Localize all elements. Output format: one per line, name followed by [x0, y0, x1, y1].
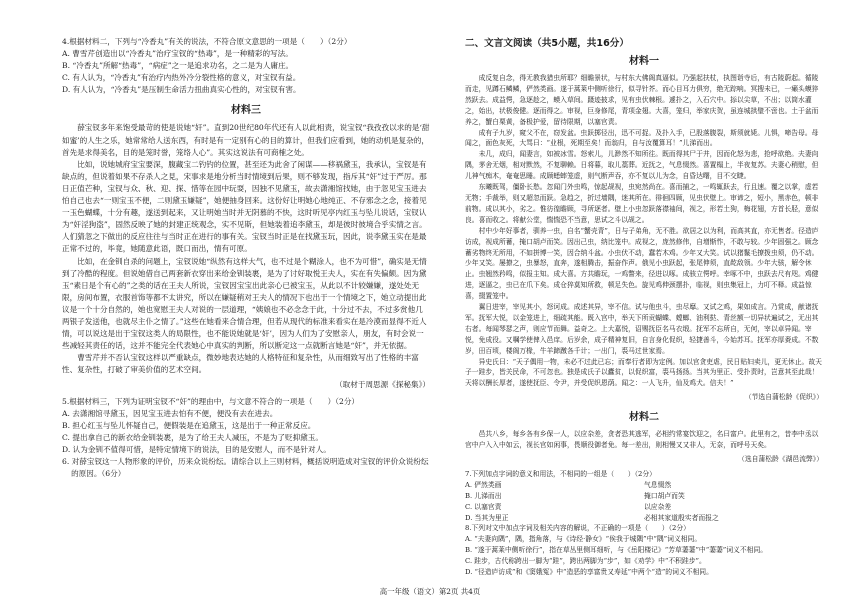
question-stem: 7.下列加点字词的意义和用法，不相同的一组是（ ）（2分） — [465, 469, 656, 478]
paragraph: 东曦既驾，僵卧长愁。忽闻门外虫鸣，惊起觇视，虫宛然尚在。喜而捕之，一鸣辄跃去，行且速。覆之以掌，虚若无物；手裁举，则又超忽而跃。急趋之，折过墙隅，迷其所在。徘徊四顾，见虫伏壁上。审谛之，短小，黑赤色，顿非前物。成以其小，劣之。惟彷徨瞻顾，寻所逐者。壁上小虫忽跃落襟袖间，视之，形若土狗，梅花翅，方首长胫，意似良。喜而收之。将献公堂，惴惴恐不当意，思试之斗以觇之。 — [465, 183, 819, 224]
material-1-body — [465, 73, 823, 389]
question-stem: 4.根据材料二，下列与“冷香丸”有关的说法，不符合原文意思的一项是（ ）（2分） — [62, 37, 352, 46]
paragraph: 成反复自念，得无教我猎虫所耶？细瞻景状，与村东大佛阁真逼似。乃强起扶杖，执图诣寺后，有古陵蔚起。循陵而走，见蹲石鳞鳞，俨然类画。遂于蒿莱中侧听徐行，似寻针芥。而心目耳力俱穷，绝无踪响。冥搜未已，一癞头蟆猝然跃去。成益愕，急逐趁之，蟆入草间。蹑迹披求，见有虫伏棘根。遽扑之，入石穴中。掭以尖草，不出；以筒水灌之，始出，状极俊健。逐而得之。审视，巨身修尾，青项金翅。大喜，笼归，举家庆贺，虽连城拱璧不啻也。土于盆而养之，蟹白栗黄，备极护爱，留待限期，以塞官责。 — [465, 74, 819, 126]
option-c-right: 以应杂差 — [644, 502, 672, 511]
material-3-body — [62, 122, 430, 376]
material-3-source: （取材于周思源《探秘集》） — [335, 380, 430, 390]
page-footer: 高一年级（语文）第2页 共4页 — [379, 587, 481, 596]
question-6 — [62, 456, 430, 480]
option-b-left: B. 儿涕而出 — [465, 491, 502, 500]
paragraph: 村中少年好事者，驯养一虫，自名“蟹壳青”，日与子弟角，无不胜。欲居之以为利，而高其直，亦无售者。径造庐访成，视成所蓄，掩口胡卢而笑。因出己虫，纳比笼中。成视之，庞然修伟，自增惭怍，不敢与较。少年固强之。顾念蓄劣物终无所用，不如拼博一笑，因合纳斗盆。小虫伏不动，蠢若木鸡。少年又大笑。试以猪鬣毛撩拨虫须，仍不动。少年又笑。屡撩之，虫暴怒，直奔，遂相腾击，振奋作声。俄见小虫跃起，张尾伸须，直龁敌领。少年大骇，解令休止。虫翘然矜鸣，似报主知。成大喜。方共瞻玩，一鸡瞥来，径进以啄。成骇立愕呼。幸啄不中，虫跃去尺有咫。鸡健进，逐逼之，虫已在爪下矣。成仓猝莫知所救，顿足失色。旋见鸡伸颈摆扑，临视，则虫集冠上，力叮不释。成益惊喜，掇置笼中。 — [465, 226, 819, 301]
section-title: 二、文言文阅读（共5小题，共16分） — [465, 38, 629, 49]
option-b-right: 掩口胡卢而笑 — [644, 491, 685, 500]
option-c: C. 跬步，古代称跨出一脚为“跬”，跨出两脚为“步”，如《劝学》中“不积跬步”。 — [465, 557, 706, 566]
option-d: D. 有人认为，“冷香丸”是压制生命活力扭曲真实心性的，对宝钗有害。 — [62, 85, 301, 95]
option-a: A. 曹雪芹创造出以“冷香丸”治疗宝钗的“热毒”，是一种精彩的写法。 — [62, 49, 293, 59]
paragraph: 未几，成归，闻妻言，如被冰雪。怒索儿，儿渺然不知所往。既而得其尸于井，因而化怒为悲，抢呼欲绝。夫妻向隅，茅舍无烟，相对默然，不复聊赖。日将暮，取儿藁葬。近抚之，气息惙然。喜置榻上，半夜复苏。夫妻心稍慰，但儿神气痴木，奄奄思睡。成顾蟋蟀笼虚，则气断声吞，亦不复以儿为念，自昏达曙，目不交睫。 — [465, 150, 819, 181]
option-d-left: D. 当其为里正 — [465, 513, 509, 522]
question-stem: 8.下列对文中加点字词及相关内容的解说，不正确的一项是（ ）（2分） — [465, 524, 690, 533]
paragraph: 翼日进宰，宰见其小，怒诃成。成述其异，宰不信。试与他虫斗，虫尽靡。又试之鸡，果如成言。乃赏成，献诸抚军。抚军大悦，以金笼进上，细疏其能。既入宫中，举天下所贡蝴蝶、螳螂、油利挞、青丝额一切异状遍试之，无出其右者。每闻琴瑟之声，则应节而舞。益奇之。上大嘉悦，诏赐抚臣名马衣缎。抚军不忘所自，无何，宰以卓异闻。宰悦，免成役。又嘱学使俾入邑庠。后岁余，成子精神复旧，自言身化促织，轻捷善斗，今始苏耳。抚军亦厚赉成。不数岁，田百顷，楼阁万椽，牛羊蹄躈各千计；一出门，裘马过世家焉。 — [465, 303, 819, 355]
left-column — [62, 36, 430, 480]
option-c: C. 提出拿自己的新衣给金钏装裹，是为了给王夫人减压，不是为了贬抑黛玉。 — [62, 432, 323, 442]
paragraph: 异史氏曰：“天子偶用一物，未必不过此已忘；而奉行者即为定例。加以官贪吏虐，民日贴妇卖儿，更无休止。故天子一跬步，皆关民命，不可忽也。独是成氏子以蠹贫，以促织富，裘马扬扬。当其为里正、受扑责时，岂意其至此哉！天将以酬长厚者，遂使抚臣、令尹，并受促织恩荫。闻之：一人飞升，仙及鸡犬。信夫！” — [465, 357, 822, 388]
option-a-right: 气息惙然 — [644, 480, 672, 489]
option-d: D. “径造庐访成”和《窦娥冤》中“造恶的享富贵又寿延”中两个“造”的词义不相同。 — [465, 568, 713, 577]
option-b: B. 担心红玉与坠儿怀疑自己，便假装是在追黛玉，这是出于一种正常反应。 — [62, 420, 316, 430]
question-8 — [465, 523, 823, 578]
paragraph: 比如，在金钏自杀的问题上，宝钗说她“纵然有这样大气，也不过是个糊涂人，也不为可惜”，确实是无情到了冷酷的程度。但说她借自己两套新衣穿出来给金钏装裹，是为了讨好取悦王夫人，实在有失偏颇。因为黛玉“素日是个有心的”之类的话在王夫人所说，宝钗因宝宝出此亲心已被宝玉，从此以不计较嫌嫌，遂处处无限，房间布置，衣服首饰等都不太讲究，所以在嫌疑稍对王夫人的情况下也出于一个情境之下，她立动提出此议是一个十分自然的，她也宽慰王夫人对说的一层道理，“姨娘也不必念念于此，十分过不去，不过多赏他几两银子发送他，也就尽主仆之情了。”这些在她看来合情合理，但若从现代的标准来看实在是冷漠而显得不近人情，可以说这是出于宝钗这类人的局限性，也不能说她就是‘奸’，因为人们为了安慰亲人，朋友，有时会说一些减轻其责任的话，这并不能完全代表她心中真实的判断，所以断定这一点就断言她是“奸”，并无依据。 — [62, 256, 427, 351]
right-column — [465, 36, 823, 578]
option-a-left: A. 俨然类画 — [465, 480, 502, 489]
option-d-right: 必相其家道殷实者而报之 — [644, 513, 719, 522]
question-5 — [62, 396, 430, 456]
paragraph: 成有子九岁，窥父不在，窃发盆。虫跃掷径出，迅不可捉。及扑入手，已股落腹裂，斯须就毙。儿惧，啼告母。母闻之，面色灰死，大骂曰：“业根，死期至矣！而翁归，自与汝覆算耳！”儿涕而出。 — [465, 128, 819, 148]
paragraph: 曹雪芹并不否认宝钗这样以严重缺点，微妙地表达她的人格特征和复杂性，从而细致写出了性格的丰富性、复杂性，打破了审美价值的艺术空间。 — [62, 353, 419, 375]
material-1-title: 材料一 — [629, 56, 659, 67]
material-3-title: 材料三 — [231, 105, 261, 117]
option-a: A. 去潇湘馆寻黛玉，因见宝玉进去怕有不便，便没有去在进去。 — [62, 408, 278, 418]
material-2-title: 材料二 — [629, 412, 659, 424]
option-c-left: C. 以塞官责 — [465, 502, 502, 511]
material-2-source: （选自蒲松龄《湖邑流弊》） — [738, 455, 823, 463]
option-d: D. 认为金钏不值得可惜，是特定情境下的说法，目的是安慰人，而不是针对人。 — [62, 444, 331, 454]
option-grid — [465, 480, 823, 524]
question-stem: 6. 对薛宝钗这一人物形象的评价，历来众说纷纭。请综合以上三则材料，概括说明造成对宝钗的评价众说纷纭的原因。（6分） — [62, 457, 429, 479]
question-7 — [465, 469, 823, 524]
question-4 — [62, 36, 430, 96]
option-b: B. “冷香丸”所解“热毒”，“病症”之一是追求功名，之二是为人庸庄。 — [62, 61, 294, 71]
paragraph: 薛宝钗多年来饱受最苛的使是说她“奸”。直到20世纪80年代还有人以此相责，说宝钗“我孜孜以求的是‘甜如蜜’的人生之乐，她常常给人送东西，有时是有一定别有心的目的算计，但我们应看到，她的动机是复杂的，首先是求得美名，目的是笼时誉，笼络人心”。其实这说法有可商榷之处。 — [62, 123, 430, 157]
material-1-source: （节选自蒲松龄《促织》） — [744, 393, 823, 402]
option-c: C. 有人认为，“冷香丸”有治疗内热外冷分裂性格的意义，对宝钗有益。 — [62, 73, 301, 83]
material-2-body: 邑共八乡，每乡各有乡保一人，以应杂差，贪者恐其逃军，必相约常宴饮迎之，名曰富户。此里有之，昔李中丞以官中户入入中如云，视长官如闲事，畏顺役御者免。每一差出，则相慢又又非人，无奈，而呼号天矣。 — [465, 430, 819, 450]
question-stem: 5.根据材料三，下列为证明宝钗不“奸”的理由中，与文意不符合的一项是（ ）（2分） — [62, 396, 360, 406]
option-a: A. “夫妻向隅”，隅，指角落，与《诗经·静女》“俟我于城隅”中“隅”词义相同。 — [465, 535, 702, 544]
option-b: B. “遂于蒿莱中侧听徐行”，指在草丛里侧耳细听，与《岳阳楼记》“芳草萋萋”中“萋萋”词义不相同。 — [465, 546, 768, 555]
paragraph: 比如，说她城府宝宝要深，腹藏宝二钓钓的位置，甚至还为此舍了闲谋——移祸黛玉，我承认，宝钗是有缺点的，但说着如果不存杀人之見，宋事求是地分析当时情境到后果，则不够发现，指斥其“奸”过于严厉。那日正值芒种，宝钗与众、秋、迎、探、惜等在园中玩耍，因独不见黛玉，故去潇湘馆找她，由于忽见宝玉进去怕自己也去“一则宝玉不便，二则黛玉嫌疑”，她便抽身回来。这份好让明她心地纯正、不存邪念之念，接着见一玉色蝴蝶，十分有趣，遂送到起来，又让明她当时并无阴慕的不快，这时听见亭内红玉与坠儿说话，宝钗认为“奸淫狗盗”，固然反映了她的封建正统观念，实不见斯，但她装着追李黛玉，却是彼时彼境合乎实情之言。人们猜忽之下做出的反应往往与当时正在进行的事有关。宝钗当时正是在找黛玉玩，因此，说李黛玉实在是最正常不过的，毕竟，她随意此语，既口而出，情有可原。 — [62, 159, 427, 254]
